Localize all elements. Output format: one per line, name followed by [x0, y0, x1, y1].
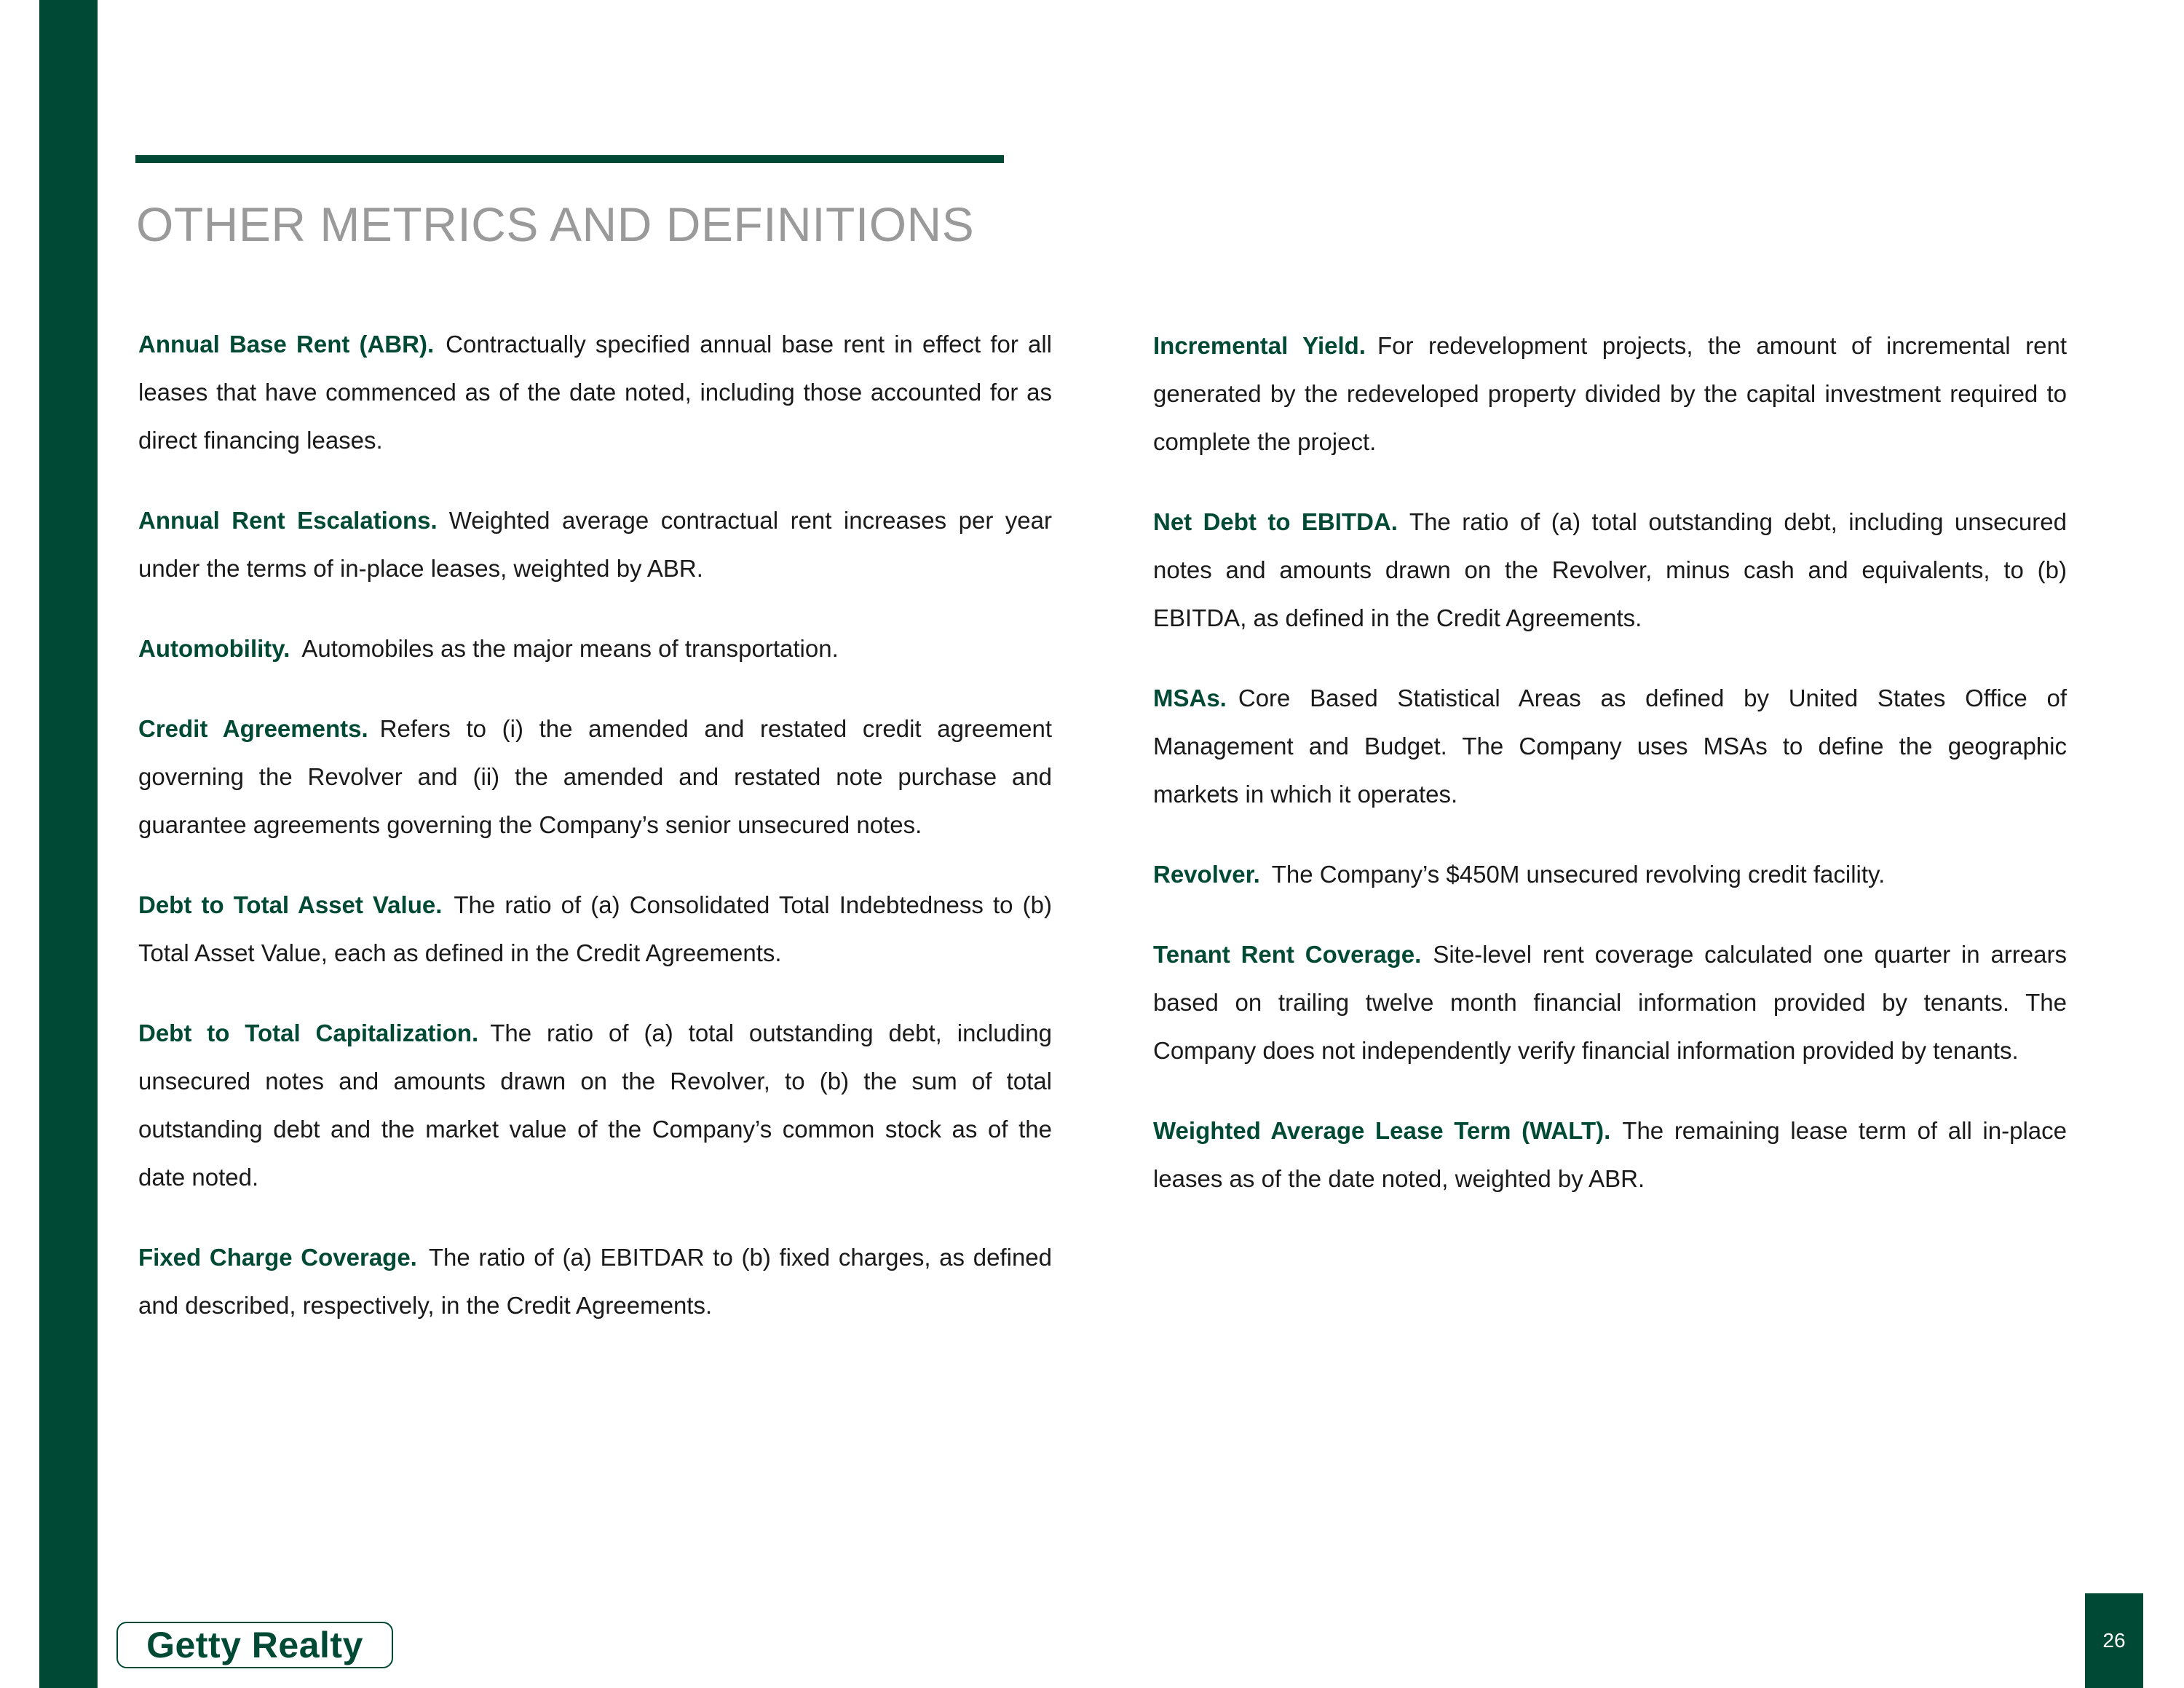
definition-term: Net Debt to EBITDA. — [1153, 508, 1398, 535]
getty-realty-logo: Getty Realty — [116, 1622, 393, 1668]
definition-term: Annual Base Rent (ABR). — [138, 331, 435, 358]
right-definitions-column — [1153, 322, 2067, 1235]
definition-credit-agreements — [138, 705, 1052, 849]
definition-text: The Company’s $450M unsecured revolving credit facility. — [1271, 861, 1886, 888]
definition-term: Annual Rent Escalations. — [138, 507, 438, 534]
definition-term: Incremental Yield. — [1153, 332, 1366, 359]
definition-debt-to-total-asset-value — [138, 881, 1052, 977]
definition-walt — [1153, 1107, 2067, 1203]
definition-term: Weighted Average Lease Term (WALT). — [1153, 1117, 1611, 1144]
definition-text: Refers to (i) the amended and restated credit agreement governing the Revolver and (ii) the amended and restated note purchase and guarantee agreements governing the Company’s senior unsecured notes. — [138, 715, 1052, 838]
definition-text: Automobiles as the major means of transportation. — [301, 635, 839, 662]
definition-term: Fixed Charge Coverage. — [138, 1244, 417, 1271]
definition-text: The remaining lease term of all in-place leases as of the date noted, weighted by ABR. — [1153, 1117, 2067, 1192]
definition-text: Contractually specified annual base rent in effect for all leases that have commenced as of the date noted, including those accounted for as direct financing leases. — [138, 331, 1052, 454]
definition-term: MSAs. — [1153, 685, 1227, 711]
definition-text: For redevelopment projects, the amount of incremental rent generated by the redeveloped property divided by the capital investment required to complete the project. — [1153, 332, 2067, 455]
definition-net-debt-to-ebitda — [1153, 498, 2067, 642]
definition-revolver — [1153, 851, 2067, 899]
definition-text: Site-level rent coverage calculated one quarter in arrears based on trailing twelve month financial information provided by tenants. The Company does not independently verify financial information provided by tenants. — [1153, 941, 2067, 1064]
left-accent-bar — [39, 0, 98, 1688]
title-rule — [135, 155, 1004, 163]
definition-incremental-yield — [1153, 322, 2067, 466]
definition-term: Debt to Total Capitalization. — [138, 1019, 479, 1046]
definition-abr — [138, 320, 1052, 465]
definition-text: The ratio of (a) Consolidated Total Indebtedness to (b) Total Asset Value, each as defined in the Credit Agreements. — [138, 891, 1052, 966]
definition-automobility — [138, 625, 1052, 673]
definition-annual-rent-escalations — [138, 497, 1052, 593]
definition-text: The ratio of (a) EBITDAR to (b) fixed charges, as defined and described, respectively, in the Credit Agreements. — [138, 1244, 1052, 1319]
definition-text: Core Based Statistical Areas as defined by United States Office of Management and Budget. The Company uses MSAs to define the geographic markets in which it operates. — [1153, 685, 2067, 808]
definition-debt-to-total-capitalization — [138, 1009, 1052, 1202]
definition-term: Debt to Total Asset Value. — [138, 891, 443, 918]
definition-text: The ratio of (a) total outstanding debt, including unsecured notes and amounts drawn on the Revolver, minus cash and equivalents, to (b) EBITDA, as defined in the Credit Agreements. — [1153, 508, 2067, 631]
definition-text: Weighted average contractual rent increases per year under the terms of in-place leases, weighted by ABR. — [138, 507, 1052, 582]
definition-term: Tenant Rent Coverage. — [1153, 941, 1422, 968]
left-definitions-column — [138, 320, 1052, 1362]
definition-text: The ratio of (a) total outstanding debt, including unsecured notes and amounts drawn on the Revolver, to (b) the sum of total outstanding debt and the market value of the Company’s common stock as of the date noted. — [138, 1019, 1052, 1191]
page-title: OTHER METRICS AND DEFINITIONS — [136, 197, 975, 251]
definition-fixed-charge-coverage — [138, 1234, 1052, 1330]
page-number: 26 — [2085, 1593, 2143, 1688]
definition-term: Automobility. — [138, 635, 290, 662]
definition-msas — [1153, 674, 2067, 819]
definition-tenant-rent-coverage — [1153, 931, 2067, 1075]
definition-term: Revolver. — [1153, 861, 1260, 888]
definition-term: Credit Agreements. — [138, 715, 368, 742]
